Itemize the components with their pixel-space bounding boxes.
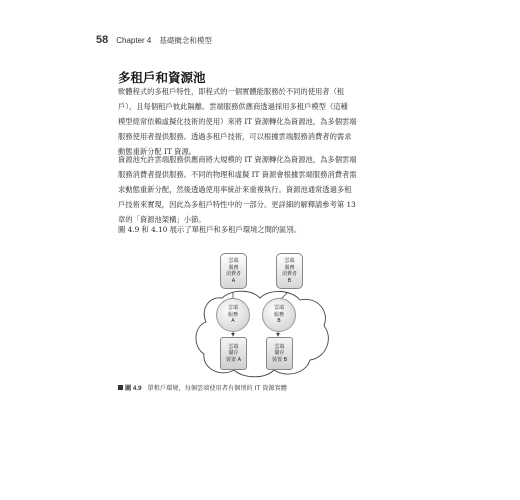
text-line: 資源池允許雲端服務供應商將大規模的 IT 資源轉化為資源池，為多個雲端 xyxy=(118,155,357,164)
text-line: 服務消費者提供服務。不同的物理和虛擬 IT 資源會根據雲端服務消費者需 xyxy=(118,170,357,179)
text-line: 服務使用者提供服務。透過多租戶技術，可以根據雲端服務消費者的需求 xyxy=(118,132,352,141)
text-line: 模型經常依賴虛擬化技術的使用）來將 IT 資源轉化為資源池，為多個雲端 xyxy=(118,117,357,126)
cloud-storage-device-b: 雲端 儲存 裝置 B xyxy=(266,337,293,370)
cloud-service-b: 雲端 服務 B xyxy=(262,298,296,332)
figure-label: 圖 4.9 xyxy=(125,385,142,392)
section-heading: 多租戶和資源池 xyxy=(118,70,206,85)
text-line: 求動態重新分配，然後透過使用率統計來重複執行。資源池通常透過多租 xyxy=(118,185,352,194)
text-line: 軟體程式的多租戶特性，即程式的一個實體能服務於不同的使用者（租 xyxy=(118,87,345,96)
cloud-consumer-a: 雲端 服務 消費者 A xyxy=(220,253,247,289)
caption-square-icon xyxy=(118,385,123,390)
figure-caption xyxy=(118,383,408,392)
chapter-label: Chapter 4 xyxy=(116,35,152,45)
figure-caption-text: 單租戶環境，每個雲端使用者有個別的 IT 資源實體 xyxy=(147,385,287,392)
text-line: 戶），且每個租戶彼此隔離。雲端服務供應商透過採用多租戶模型（這種 xyxy=(118,102,348,111)
cloud-consumer-b: 雲端 服務 消費者 B xyxy=(276,253,303,289)
page-number: 58 xyxy=(96,34,109,46)
chapter-title: 基礎概念和模型 xyxy=(159,35,212,45)
text-line: 章的「資源池架構」小節。 xyxy=(118,215,206,224)
text-line: 戶技術來實現，因此為多租戶特性中的一部分。更詳細的解釋請參考第 13 xyxy=(118,200,356,209)
cloud-storage-device-a: 雲端 儲存 裝置 A xyxy=(220,337,247,370)
text-line: 動態重新分配 IT 資源。 xyxy=(118,147,197,156)
cloud-service-a: 雲端 服務 A xyxy=(216,298,250,332)
text-line: 圖 4.9 和 4.10 展示了單租戶和多租戶環境之間的區別。 xyxy=(118,225,302,234)
